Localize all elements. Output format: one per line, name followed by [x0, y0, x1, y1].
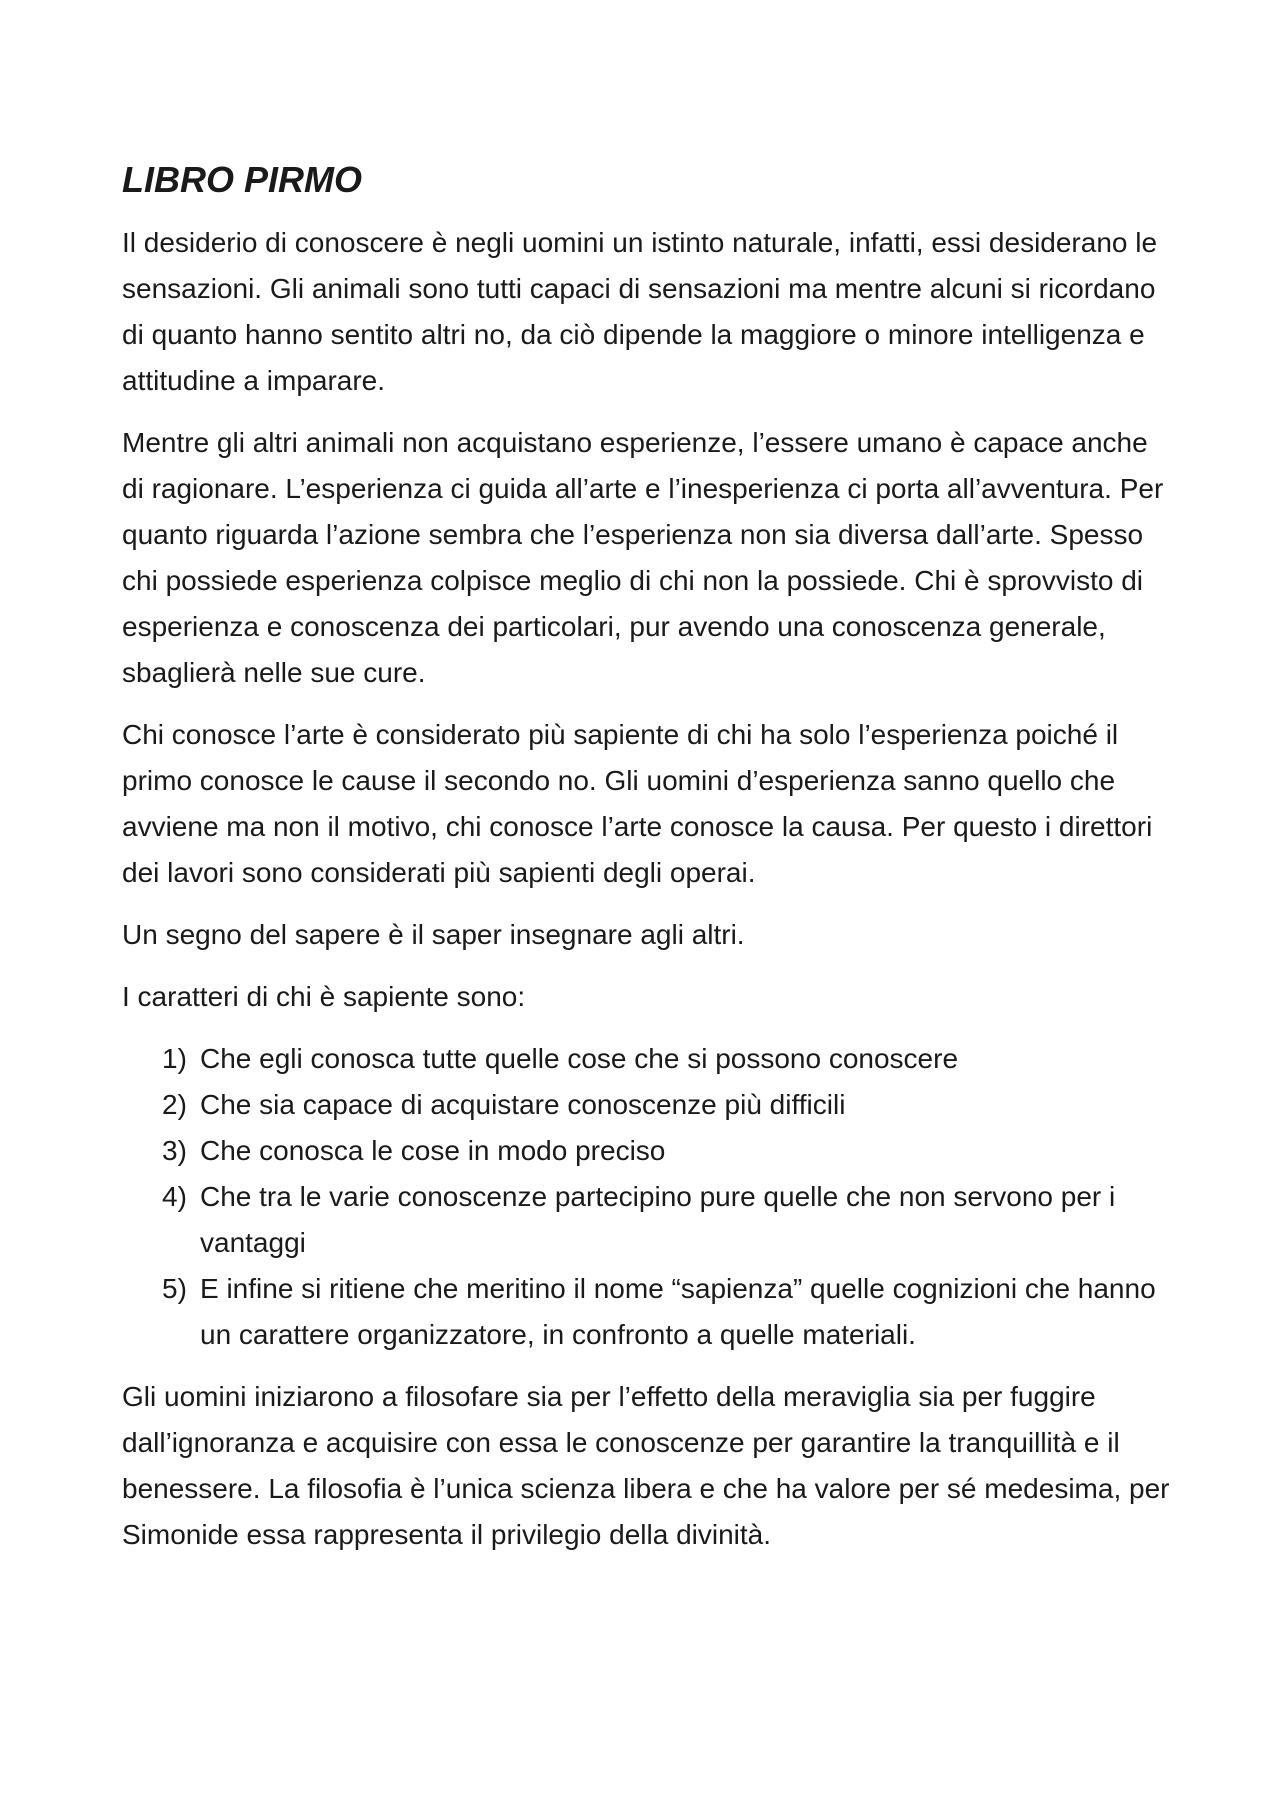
document-page: [122, 150, 1170, 1574]
list-text: E infine si ritiene che meritino il nome “sapienza” quelle cognizioni che hanno un carattere organizzatore, in confronto a quelle materiali.: [200, 1273, 1156, 1350]
list-text: Che egli conosca tutte quelle cose che si possono conoscere: [200, 1043, 959, 1074]
paragraph-6: Gli uomini iniziarono a filosofare sia per l’effetto della meraviglia sia per fuggire dall’ignoranza e acquisire con essa le conoscenze per garantire la tranquillità e il benessere. La filosofia è l’unica scienza libera e che ha valore per sé medesima, per Simonide essa rappresenta il privilegio della divinità.: [122, 1381, 1170, 1550]
paragraph-3: Chi conosce l’arte è considerato più sapiente di chi ha solo l’esperienza poiché il primo conosce le cause il secondo no. Gli uomini d’esperienza sanno quello che avviene ma non il motivo, chi conosce l’arte conosce la causa. Per questo i direttori dei lavori sono considerati più sapienti degli operai.: [122, 719, 1153, 888]
list-item: [122, 1266, 1170, 1358]
page-title: LIBRO PIRMO: [122, 159, 362, 200]
list-item: [122, 1128, 1170, 1174]
list-number: 5): [162, 1273, 187, 1304]
list-number: 3): [162, 1135, 187, 1166]
list-text: Che tra le varie conoscenze partecipino pure quelle che non servono per i vantaggi: [200, 1181, 1116, 1258]
paragraph-2: Mentre gli altri animali non acquistano esperienze, l’essere umano è capace anche di ragionare. L’esperienza ci guida all’arte e l’inesperienza ci porta all’avventura. Per quanto riguarda l’azione sembra che l’esperienza non sia diversa dall’arte. Spesso chi possiede esperienza colpisce meglio di chi non la possiede. Chi è sprovvisto di esperienza e conoscenza dei particolari, pur avendo una conoscenza generale, sbaglierà nelle sue cure.: [122, 427, 1164, 688]
list-item: [122, 1174, 1170, 1266]
list-item: [122, 1082, 1170, 1128]
list-text: Che sia capace di acquistare conoscenze più difficili: [200, 1089, 846, 1120]
list-number: 2): [162, 1089, 187, 1120]
list-number: 1): [162, 1043, 187, 1074]
list-number: 4): [162, 1181, 187, 1212]
paragraph-5: I caratteri di chi è sapiente sono:: [122, 981, 526, 1012]
list-item: [122, 1036, 1170, 1082]
list-text: Che conosca le cose in modo preciso: [200, 1135, 666, 1166]
numbered-list: [122, 1036, 1170, 1358]
paragraph-4: Un segno del sapere è il saper insegnare agli altri.: [122, 919, 745, 950]
paragraph-1: Il desiderio di conoscere è negli uomini un istinto naturale, infatti, essi desiderano le sensazioni. Gli animali sono tutti capaci di sensazioni ma mentre alcuni si ricordano di quanto hanno sentito altri no, da ciò dipende la maggiore o minore intelligenza e attitudine a imparare.: [122, 227, 1158, 396]
